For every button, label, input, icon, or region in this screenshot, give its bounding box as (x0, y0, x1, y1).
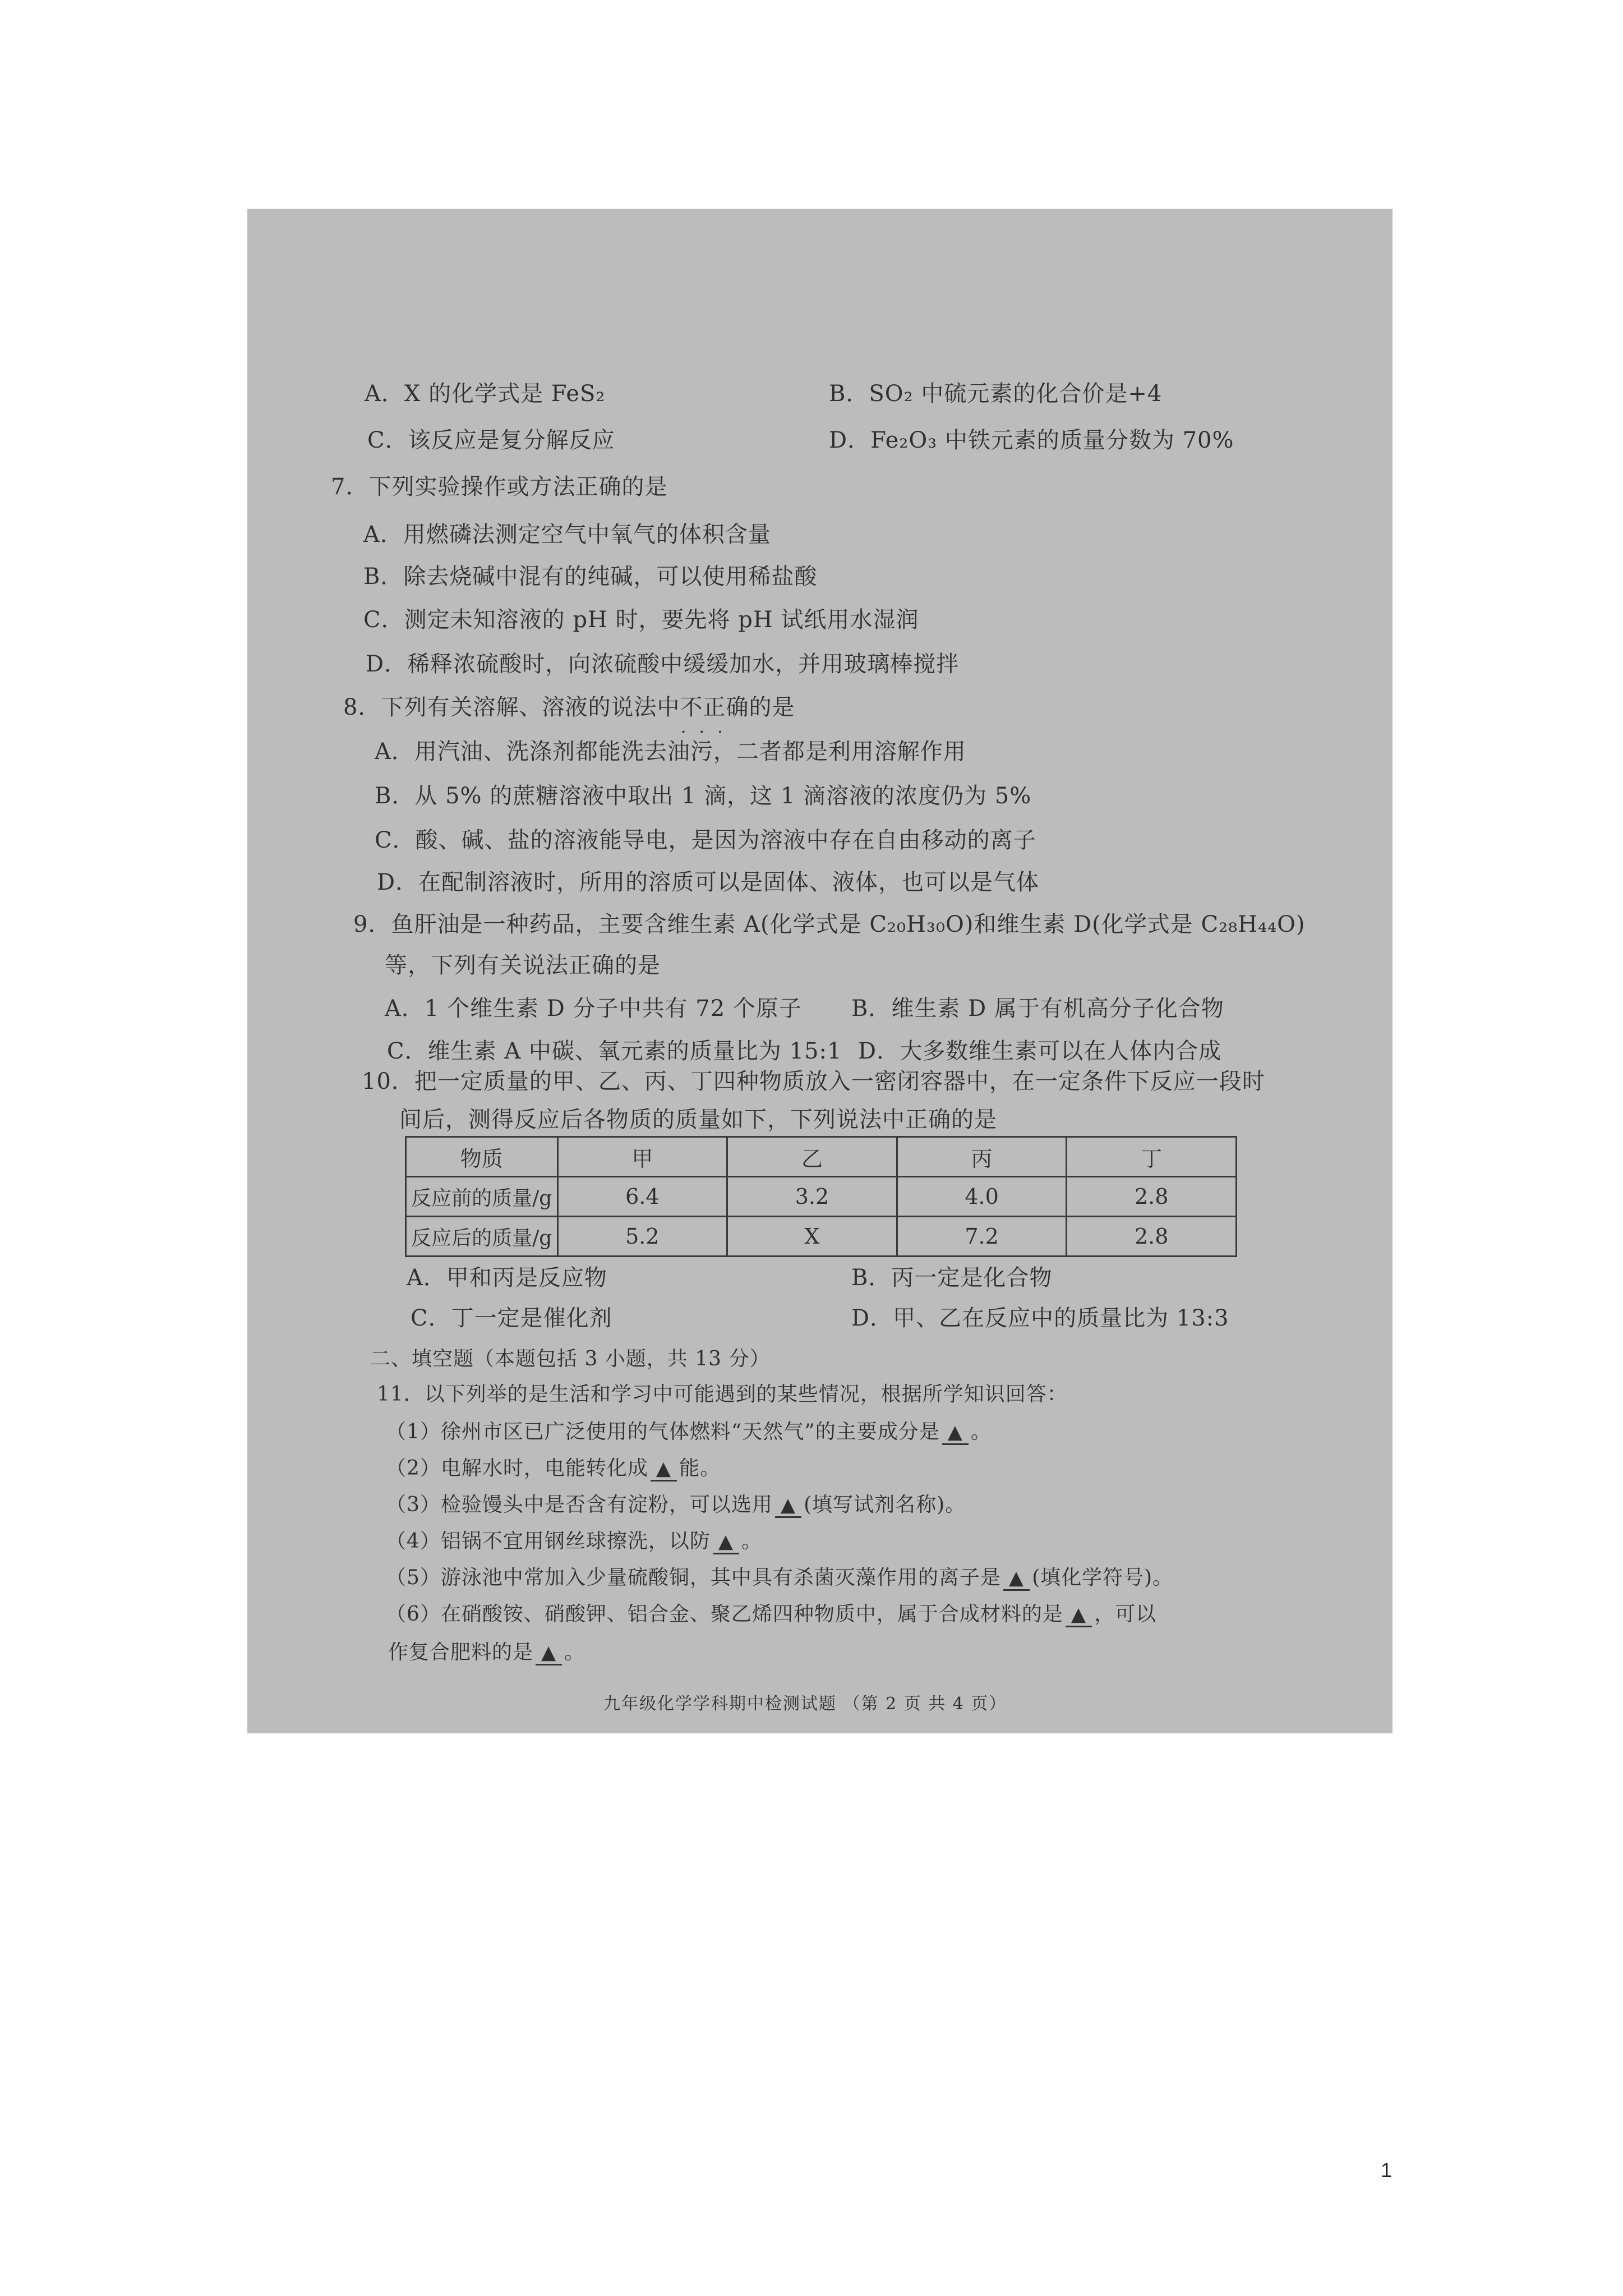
q8-stem-pre: 8．下列有关溶解、溶液的说法中 (343, 694, 680, 720)
q9-stem-line1: 9．鱼肝油是一种药品，主要含维生素 A(化学式是 C₂₀H₃₀O)和维生素 D(化学式是 C₂₈H₄₄O) (353, 912, 1306, 937)
q8-stem (343, 692, 795, 723)
q9-option-b: B．维生素 D 属于有机高分子化合物 (851, 996, 1224, 1022)
q7-stem: 7．下列实验操作或方法正确的是 (331, 474, 668, 500)
q10-option-d: D．甲、乙在反应中的质量比为 13:3 (851, 1305, 1229, 1331)
q9-stem-line2: 等，下列有关说法正确的是 (385, 953, 661, 978)
table-cell: 6.4 (557, 1177, 727, 1217)
page-number: 1 (1381, 2159, 1393, 2182)
table-header-cell: 乙 (727, 1137, 897, 1177)
table-header-cell: 丁 (1067, 1137, 1237, 1177)
q11-part6: （6）在硝酸铵、硝酸钾、铝合金、聚乙烯四种物质中，属于合成材料的是 ▲ ，可以 (386, 1599, 1156, 1630)
q6-option-d: D．Fe₂O₃ 中铁元素的质量分数为 70% (829, 427, 1234, 453)
q11-stem: 11．以下列举的是生活和学习中可能遇到的某些情况，根据所学知识回答： (377, 1383, 1068, 1406)
table-cell: 2.8 (1067, 1217, 1237, 1257)
table-cell: 反应后的质量/g (406, 1217, 558, 1257)
table-cell: 5.2 (557, 1217, 727, 1257)
q8-stem-post: 的是 (749, 694, 795, 720)
table-cell: X (727, 1217, 897, 1257)
table-cell: 反应前的质量/g (406, 1177, 558, 1217)
q10-stem-line2: 间后，测得反应后各物质的质量如下，下列说法中正确的是 (399, 1107, 997, 1133)
q8-option-c: C．酸、碱、盐的溶液能导电，是因为溶液中存在自由移动的离子 (375, 827, 1036, 853)
q10-option-b: B．丙一定是化合物 (851, 1265, 1053, 1291)
page-footer: 九年级化学学科期中检测试题 （第 2 页 共 4 页） (603, 1694, 1007, 1714)
q9-option-a: A．1 个维生素 D 分子中共有 72 个原子 (385, 996, 802, 1022)
q7-option-d: D．稀释浓硫酸时，向浓硫酸中缓缓加水，并用玻璃棒搅拌 (366, 651, 960, 677)
q11-part3: （3）检验馒头中是否含有淀粉，可以选用 ▲ (填写试剂名称)。 (386, 1489, 966, 1521)
table-cell: 3.2 (727, 1177, 897, 1217)
q8-stem-emphasis: 不正确 • • • (680, 694, 749, 720)
answer-blank: ▲ (713, 1530, 739, 1554)
answer-blank: ▲ (536, 1641, 562, 1665)
table-header-row (406, 1137, 1237, 1177)
table-cell: 4.0 (897, 1177, 1067, 1217)
section-title: 二、填空题（本题包括 3 小题，共 13 分） (370, 1347, 771, 1370)
q10-stem-line1: 10．把一定质量的甲、乙、丙、丁四种物质放入一密闭容器中，在一定条件下反应一段时 (362, 1069, 1265, 1094)
table-header-cell: 物质 (406, 1137, 558, 1177)
q7-option-c: C．测定未知溶液的 pH 时，要先将 pH 试纸用水湿润 (363, 607, 919, 633)
q11-part6-cont: 作复合肥料的是 ▲ 。 (388, 1637, 585, 1668)
q8-option-a: A．用汽油、洗涤剂都能洗去油污，二者都是利用溶解作用 (375, 739, 966, 765)
q9-option-c: C．维生素 A 中碳、氧元素的质量比为 15:1 (387, 1038, 842, 1064)
q7-option-a: A．用燃磷法测定空气中氧气的体积含量 (363, 522, 771, 547)
answer-blank: ▲ (1066, 1603, 1092, 1627)
q11-part4: （4）铝锅不宜用钢丝球擦洗，以防 ▲ 。 (386, 1526, 762, 1557)
answer-blank: ▲ (775, 1494, 801, 1518)
table-header-cell: 甲 (557, 1137, 727, 1177)
q6-option-a: A．X 的化学式是 FeS₂ (365, 381, 606, 407)
q8-option-d: D．在配制溶液时，所用的溶质可以是固体、液体，也可以是气体 (377, 869, 1040, 895)
q6-option-b: B．SO₂ 中硫元素的化合价是+4 (829, 381, 1163, 407)
q10-option-c: C．丁一定是催化剂 (411, 1305, 612, 1331)
answer-blank: ▲ (942, 1421, 969, 1445)
q11-part5: （5）游泳池中常加入少量硫酸铜，其中具有杀菌灭藻作用的离子是 ▲ (填化学符号)。 (386, 1562, 1173, 1594)
table-cell: 2.8 (1067, 1177, 1237, 1217)
q9-option-d: D．大多数维生素可以在人体内合成 (858, 1038, 1222, 1064)
q10-option-a: A．甲和丙是反应物 (407, 1265, 607, 1291)
q11-part2: （2）电解水时，电能转化成 ▲ 能。 (386, 1453, 721, 1484)
table-header-cell: 丙 (897, 1137, 1067, 1177)
answer-blank: ▲ (1003, 1567, 1030, 1591)
q8-option-b: B．从 5% 的蔗糖溶液中取出 1 滴，这 1 滴溶液的浓度仍为 5% (375, 783, 1032, 809)
mass-table (405, 1136, 1237, 1257)
answer-blank: ▲ (651, 1457, 677, 1481)
table-row (406, 1217, 1237, 1257)
table-cell: 7.2 (897, 1217, 1067, 1257)
q11-part1: （1）徐州市区已广泛使用的气体燃料“天然气”的主要成分是 ▲ 。 (386, 1416, 992, 1448)
q6-option-c: C．该反应是复分解反应 (367, 427, 615, 453)
q7-option-b: B．除去烧碱中混有的纯碱，可以使用稀盐酸 (363, 564, 818, 590)
table-row (406, 1177, 1237, 1217)
